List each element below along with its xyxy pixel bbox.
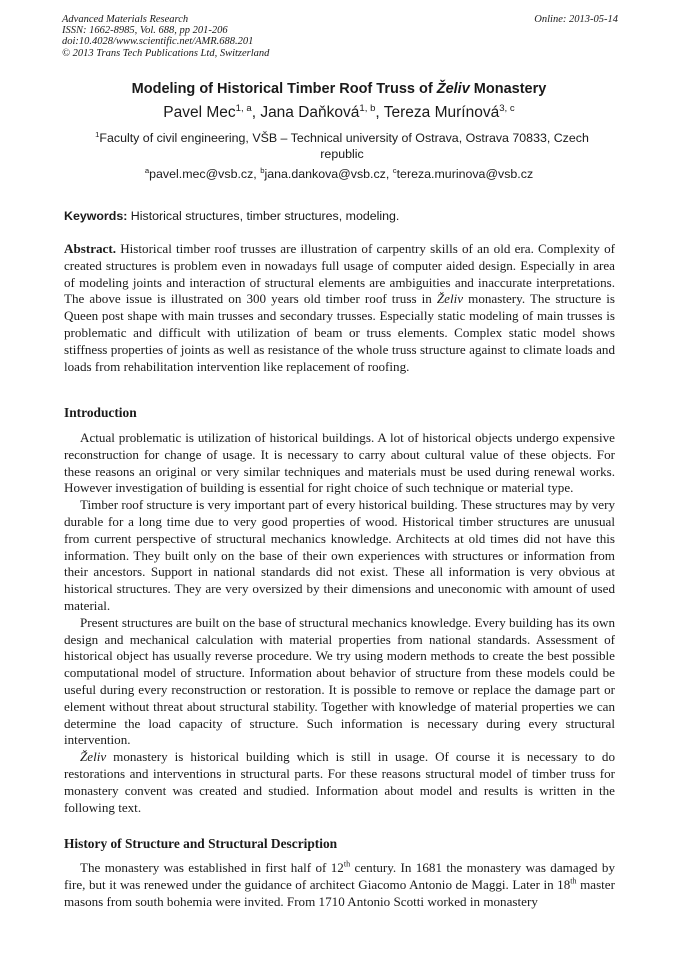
abstract-section xyxy=(64,241,615,375)
abstract-paragraph: Abstract. Historical timber roof trusses are illustration of carpentry skills of an old era. Complexity of created structures is problem even in nowadays full usage of computer aided design. Especially in area of modeling joints and interaction of structural elements are ambiguities and inaccurate interpretations. The above issue is illustrated on 300 years old timber roof truss in Želiv monastery. The structure is Queen post shape with main trusses and secondary trusses. Especially static modeling of main trusses is problematic and difficult with utilization of beam or truss elements. Complex static model shows stiffness properties of joints as well as resistance of the whole truss structure against to climate loads and loads from rehabilitation intervention like replacement of roofing. xyxy=(64,241,615,374)
journal-name: Advanced Materials Research xyxy=(62,14,189,25)
paragraph: Timber roof structure is very important part of every historical building. These structures may by very durable for a long time due to very good properties of wood. Historical timber structures are unusual from current perspective of structural mechanics knowledge. Architects at old times did not have this information. They built only on the base of their own experiences with structures or information from their ancestors. Support in national standards did not exist. These all information is very obvious at historical structures. They are very oversized by their dimensions and uneconomic with amount of used material. xyxy=(64,497,615,613)
paper-title: Modeling of Historical Timber Roof Truss of Želiv Monastery xyxy=(131,81,547,97)
issn-line: ISSN: 1662-8985, Vol. 688, pp 201-206 xyxy=(62,25,228,37)
title-italic: Želiv xyxy=(436,81,470,97)
author-name: Pavel Mec xyxy=(163,104,236,121)
paragraph: Želiv monastery is historical building which is still in usage. Of course it is necessary to do restorations and interventions in structural parts. For these reasons structural model of timber truss for monastery convent was created and studied. Information about model and results is written in the following text. xyxy=(64,749,615,815)
keywords-label: Keywords: xyxy=(64,209,128,223)
paragraph: The monastery was established in first half of 12th century. In 1681 the monastery was damaged by fire, but it was renewed under the guidance of architect Giacomo Antonio de Maggi. Later in 18th master masons from south bohemia were invited. From 1710 Antonio Scotti worked in monastery xyxy=(64,859,615,909)
abstract-label: Abstract. xyxy=(64,241,116,256)
affiliation: $^1$Faculty of civil engineering, VŠB – Technical university of Ostrava, Ostrava 70833, Czech republic xyxy=(95,129,589,161)
email-link[interactable]: jana.dankova@vsb.cz, xyxy=(264,167,393,181)
publication-header xyxy=(62,14,618,59)
history-section xyxy=(64,860,615,910)
paragraph: Present structures are built on the base of structural mechanics knowledge. Every building has its own design and mechanical calculation with material properties from national standards. Assessment of historical object has usually reverse procedure. We try using modern methods to create the best possible computational model of structure. Information about behavior of structure from these models could be useful during every reconstruction or restoration. It is possible to remove or replace the damage part or element without threat about structural stability. Together with knowledge of material properties we can determine the load capacity of structure. Such information is necessary during every structural intervention. xyxy=(64,614,615,748)
copyright-line: © 2013 Trans Tech Publications Ltd, Switzerland xyxy=(62,47,270,59)
author-name: Tereza Murínová xyxy=(383,104,500,121)
author-name: Jana Daňková xyxy=(260,104,360,121)
email-link[interactable]: tereza.murinova@vsb.cz xyxy=(396,167,534,181)
paragraph: Actual problematic is utilization of historical buildings. A lot of historical objects undergo expensive reconstruction for change of usage. It is necessary to carry about cultural value of these objects. For these reasons an original or very similar techniques and materials must be used during renewal works. However investigation of building is essential for right choice of such technique or material type. xyxy=(64,430,615,496)
email-list: $^a$pavel.mec@vsb.cz, $^b$jana.dankova@vsb.cz, $^c$tereza.murinova@vsb.cz xyxy=(144,165,534,181)
section-heading-history: History of Structure and Structural Description xyxy=(64,836,338,851)
introduction-section xyxy=(64,430,615,816)
keywords-line: Keywords: Historical structures, timber structures, modeling. xyxy=(64,209,400,223)
online-date: Online: 2013-05-14 xyxy=(534,14,618,25)
author-list: Pavel Mec$^{1, a}$, Jana Daňková$^{1, b}$, Tereza Murínová$^{3, c}$ xyxy=(163,102,515,121)
email-link[interactable]: pavel.mec@vsb.cz, xyxy=(149,167,261,181)
section-heading-introduction: Introduction xyxy=(64,405,137,420)
doi-line: doi:10.4028/www.scientific.net/AMR.688.201 xyxy=(62,36,254,48)
